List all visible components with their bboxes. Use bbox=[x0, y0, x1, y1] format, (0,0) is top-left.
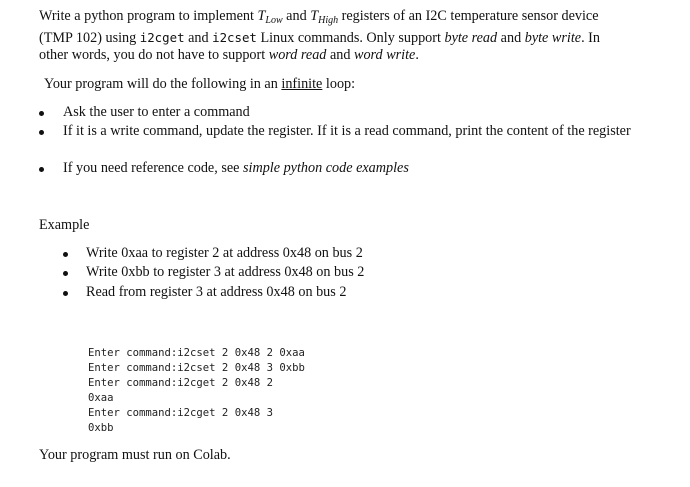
example-bullet-item: Write 0xbb to register 3 at address 0x48 on bus 2 bbox=[86, 264, 365, 280]
t-high-symbol: $T_{High}$ bbox=[310, 8, 339, 26]
reference-link[interactable]: simple python code examples bbox=[243, 160, 409, 176]
intro-text: Write a python program to implement bbox=[39, 8, 258, 24]
code-line: Enter command:i2cset 2 0x48 2 0xaa bbox=[88, 347, 305, 359]
byte-read-term: byte read bbox=[444, 30, 498, 46]
bullet-dot bbox=[63, 291, 68, 296]
intro-text: (TMP 102) using bbox=[39, 30, 140, 46]
t-low-symbol: $T_{Low}$ bbox=[257, 8, 283, 26]
bullet-text: If you need reference code, see bbox=[63, 160, 243, 176]
footer-note: Your program must run on Colab. bbox=[39, 447, 231, 463]
intro-text: registers of an I2C temperature sensor device bbox=[338, 8, 599, 24]
intro-line-2 bbox=[39, 28, 600, 48]
word-write-term: word write bbox=[354, 47, 416, 63]
example-bullet-item: Read from register 3 at address 0x48 on bus 2 bbox=[86, 284, 347, 300]
i2cget-command: i2cget bbox=[139, 30, 185, 45]
code-output-line: 0xaa bbox=[88, 392, 114, 404]
intro-text: and bbox=[282, 8, 311, 24]
code-line: Enter command:i2cset 2 0x48 3 0xbb bbox=[88, 362, 305, 374]
word-read-term: word read bbox=[268, 47, 327, 63]
loop-intro bbox=[44, 76, 355, 93]
bullet-dot bbox=[63, 252, 68, 257]
intro-line-1 bbox=[39, 7, 599, 30]
i2cset-command: i2cset bbox=[212, 30, 257, 45]
intro-line-3 bbox=[39, 46, 419, 65]
loop-text: Your program will do the following in an bbox=[44, 76, 282, 92]
bullet-item: If it is a write command, update the register. If it is a read command, print the content of the register bbox=[63, 123, 631, 139]
bullet-dot bbox=[39, 111, 44, 116]
intro-text: . In bbox=[581, 30, 600, 46]
intro-text: and bbox=[326, 47, 354, 63]
bullet-dot bbox=[39, 167, 44, 172]
infinite-underlined: infinite bbox=[281, 76, 323, 92]
bullet-dot bbox=[63, 271, 68, 276]
code-line: Enter command:i2cget 2 0x48 2 bbox=[88, 377, 273, 389]
example-bullet-item: Write 0xaa to register 2 at address 0x48 on bus 2 bbox=[86, 245, 363, 261]
intro-text: and bbox=[184, 30, 213, 46]
intro-text: and bbox=[497, 30, 525, 46]
intro-text: other words, you do not have to support bbox=[39, 47, 269, 63]
code-output-line: 0xbb bbox=[88, 422, 114, 434]
bullet-item-reference bbox=[63, 160, 409, 177]
code-line: Enter command:i2cget 2 0x48 3 bbox=[88, 407, 273, 419]
loop-text: loop: bbox=[322, 76, 356, 92]
intro-text: Linux commands. Only support bbox=[256, 30, 445, 46]
bullet-item: Ask the user to enter a command bbox=[63, 104, 250, 120]
example-heading: Example bbox=[39, 217, 90, 233]
intro-text: . bbox=[415, 47, 419, 63]
byte-write-term: byte write bbox=[524, 30, 582, 46]
bullet-dot bbox=[39, 130, 44, 135]
